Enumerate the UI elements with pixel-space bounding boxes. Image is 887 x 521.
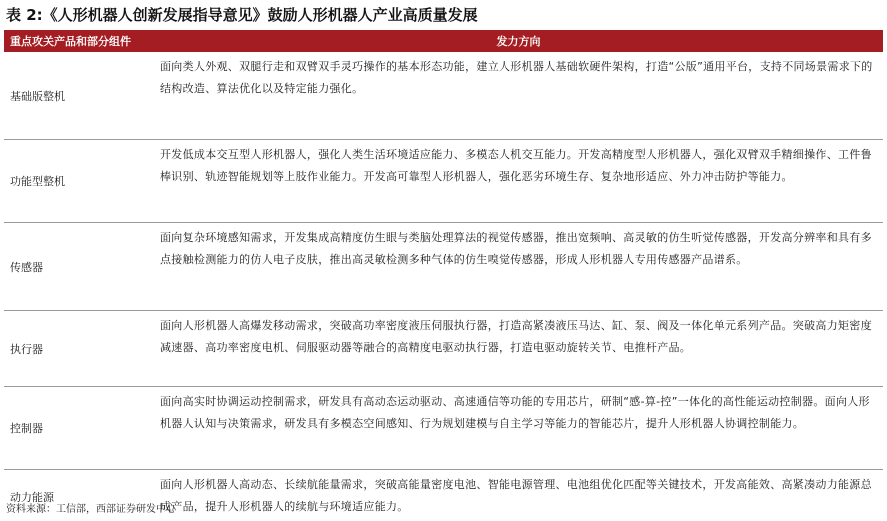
- table-row: [4, 52, 883, 140]
- row-product: 执行器: [10, 342, 43, 356]
- table-row: [4, 311, 883, 387]
- table-title: 表 2:《人形机器人创新发展指导意见》鼓励人形机器人产业高质量发展: [6, 6, 478, 24]
- row-direction: 面向人形机器人高动态、长续航能量需求，突破高能量密度电池、智能电源管理、电池组优化匹配等关键技术，开发高能效、高紧凑动力能源总成产品，提升人形机器人的续航与环境适应能力。: [160, 478, 872, 513]
- row-direction: 面向高实时协调运动控制需求，研发具有高动态运动驱动、高速通信等功能的专用芯片，研制“感-算-控”一体化的高性能运动控制器。面向人形机器人认知与决策需求，研发具有多模态空间感知、行为规划建模与自主学习等能力的智能芯片，提升人形机器人协调控制能力。: [160, 395, 870, 430]
- row-product: 控制器: [10, 422, 43, 435]
- row-product: 传感器: [10, 260, 43, 274]
- row-direction: 面向类人外观、双腿行走和双臂双手灵巧操作的基本形态功能，建立人形机器人基础软硬件架构，打造“公版”通用平台，支持不同场景需求下的结构改造、算法优化以及特定能力强化。: [160, 60, 873, 95]
- table-row: [4, 387, 883, 470]
- table-row: [4, 140, 883, 223]
- header-product: 重点攻关产品和部分组件: [10, 35, 131, 48]
- row-direction: 面向复杂环境感知需求，开发集成高精度仿生眼与类脑处理算法的视觉传感器，推出宽频响、高灵敏的仿生听觉传感器，开发高分辨率和具有多点接触检测能力的仿人电子皮肤，推出高灵敏检测多种气体的仿生嗅觉传感器，形成人形机器人专用传感器产品谱系。: [160, 231, 872, 266]
- row-product: 基础版整机: [10, 89, 65, 103]
- row-direction: 开发低成本交互型人形机器人，强化人类生活环境适应能力、多模态人机交互能力。开发高精度型人形机器人，强化双臂双手精细操作、工件鲁棒识别、轨迹智能规划等上肢作业能力。开发高可靠型人形机器人，强化恶劣环境生存、复杂地形适应、外力冲击防护等能力。: [160, 148, 872, 183]
- policy-table: [4, 30, 883, 521]
- row-product: 功能型整机: [10, 175, 65, 188]
- header-direction: 发力方向: [496, 35, 541, 48]
- table-row: [4, 223, 883, 311]
- table-header-row: [4, 30, 883, 52]
- source-note: 资料来源：工信部，西部证券研发中心: [6, 504, 176, 515]
- row-product: 动力能源: [10, 491, 54, 504]
- row-direction: 面向人形机器人高爆发移动需求，突破高功率密度液压伺服执行器，打造高紧凑液压马达、缸、泵、阀及一体化单元系列产品。突破高力矩密度减速器、高功率密度电机、伺服驱动器等融合的高精度电驱动执行器，打造电驱动旋转关节、电推杆产品。: [160, 319, 872, 354]
